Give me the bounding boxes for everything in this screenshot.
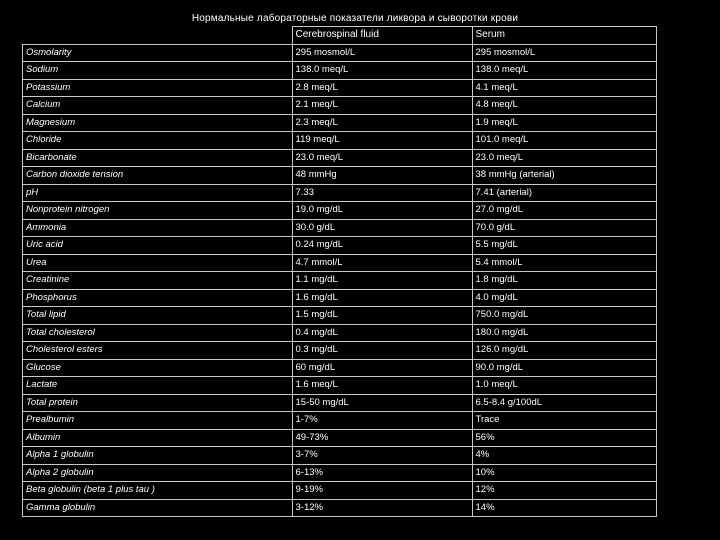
cell-csf-value: 23.0 meq/L [292, 149, 472, 167]
cell-serum-value: 4.0 mg/dL [472, 289, 656, 307]
table-row [23, 359, 657, 377]
cell-serum-value: 295 mosmol/L [472, 44, 656, 62]
cell-parameter: Phosphorus [23, 289, 293, 307]
cell-csf-value: 2.3 meq/L [292, 114, 472, 132]
cell-parameter: Magnesium [23, 114, 293, 132]
cell-serum-value: 4.8 meq/L [472, 97, 656, 115]
cell-parameter: Calcium [23, 97, 293, 115]
header-cell-serum: Serum [472, 27, 656, 45]
table-row [23, 377, 657, 395]
cell-parameter: Urea [23, 254, 293, 272]
cell-serum-value: 6.5-8.4 g/100dL [472, 394, 656, 412]
cell-serum-value: 90.0 mg/dL [472, 359, 656, 377]
lab-values-table [22, 26, 657, 517]
table-row [23, 464, 657, 482]
cell-parameter: Alpha 1 globulin [23, 447, 293, 465]
cell-csf-value: 0.24 mg/dL [292, 237, 472, 255]
cell-csf-value: 4.7 mmol/L [292, 254, 472, 272]
cell-serum-value: 7.41 (arterial) [472, 184, 656, 202]
cell-csf-value: 19.0 mg/dL [292, 202, 472, 220]
cell-serum-value: 4.1 meq/L [472, 79, 656, 97]
cell-csf-value: 0.3 mg/dL [292, 342, 472, 360]
table-header-row [23, 27, 657, 45]
cell-csf-value: 30.0 g/dL [292, 219, 472, 237]
cell-parameter: Beta globulin (beta 1 plus tau ) [23, 482, 293, 500]
cell-csf-value: 15-50 mg/dL [292, 394, 472, 412]
cell-serum-value: 27.0 mg/dL [472, 202, 656, 220]
cell-parameter: Prealbumin [23, 412, 293, 430]
cell-parameter: Total protein [23, 394, 293, 412]
cell-csf-value: 1-7% [292, 412, 472, 430]
cell-csf-value: 1.6 meq/L [292, 377, 472, 395]
header-cell-csf: Cerebrospinal fluid [292, 27, 472, 45]
cell-serum-value: 126.0 mg/dL [472, 342, 656, 360]
cell-serum-value: 750.0 mg/dL [472, 307, 656, 325]
cell-csf-value: 6-13% [292, 464, 472, 482]
cell-csf-value: 119 meq/L [292, 132, 472, 150]
table-row [23, 44, 657, 62]
cell-csf-value: 3-12% [292, 499, 472, 517]
table-row [23, 482, 657, 500]
table-row [23, 202, 657, 220]
table-row [23, 272, 657, 290]
cell-csf-value: 49-73% [292, 429, 472, 447]
table-row [23, 289, 657, 307]
table-row [23, 167, 657, 185]
cell-parameter: Ammonia [23, 219, 293, 237]
table-row [23, 412, 657, 430]
cell-parameter: Creatinine [23, 272, 293, 290]
table-row [23, 132, 657, 150]
table-row [23, 79, 657, 97]
cell-csf-value: 9-19% [292, 482, 472, 500]
cell-csf-value: 7.33 [292, 184, 472, 202]
cell-parameter: Sodium [23, 62, 293, 80]
cell-serum-value: 1.8 mg/dL [472, 272, 656, 290]
cell-serum-value: 38 mmHg (arterial) [472, 167, 656, 185]
table-row [23, 62, 657, 80]
cell-serum-value: 14% [472, 499, 656, 517]
table-row [23, 394, 657, 412]
cell-csf-value: 2.1 meq/L [292, 97, 472, 115]
cell-serum-value: 180.0 mg/dL [472, 324, 656, 342]
table-row [23, 219, 657, 237]
cell-parameter: Alpha 2 globulin [23, 464, 293, 482]
table-row [23, 429, 657, 447]
cell-parameter: Lactate [23, 377, 293, 395]
cell-csf-value: 138.0 meq/L [292, 62, 472, 80]
cell-serum-value: 56% [472, 429, 656, 447]
cell-csf-value: 0.4 mg/dL [292, 324, 472, 342]
cell-serum-value: 1.0 meq/L [472, 377, 656, 395]
table-row [23, 342, 657, 360]
table-body [23, 27, 657, 517]
cell-parameter: Uric acid [23, 237, 293, 255]
cell-serum-value: 138.0 meq/L [472, 62, 656, 80]
table-row [23, 149, 657, 167]
cell-serum-value: 5.4 mmol/L [472, 254, 656, 272]
cell-parameter: Potassium [23, 79, 293, 97]
cell-parameter: Bicarbonate [23, 149, 293, 167]
cell-csf-value: 295 mosmol/L [292, 44, 472, 62]
page-title: Нормальные лабораторные показатели ликвора и сыворотки крови [191, 13, 519, 24]
cell-serum-value: 12% [472, 482, 656, 500]
table-row [23, 254, 657, 272]
cell-serum-value: 23.0 meq/L [472, 149, 656, 167]
table-row [23, 499, 657, 517]
table-row [23, 307, 657, 325]
cell-parameter: Gamma globulin [23, 499, 293, 517]
cell-csf-value: 1.5 mg/dL [292, 307, 472, 325]
table-row [23, 324, 657, 342]
cell-csf-value: 2.8 meq/L [292, 79, 472, 97]
cell-parameter: Total lipid [23, 307, 293, 325]
table-row [23, 447, 657, 465]
cell-csf-value: 1.6 mg/dL [292, 289, 472, 307]
cell-serum-value: 4% [472, 447, 656, 465]
cell-serum-value: 70.0 g/dL [472, 219, 656, 237]
cell-parameter: Albumin [23, 429, 293, 447]
cell-parameter: Nonprotein nitrogen [23, 202, 293, 220]
cell-parameter: Chloride [23, 132, 293, 150]
cell-csf-value: 3-7% [292, 447, 472, 465]
cell-serum-value: 1.9 meq/L [472, 114, 656, 132]
cell-parameter: Total cholesterol [23, 324, 293, 342]
table-row [23, 237, 657, 255]
cell-parameter: Glucose [23, 359, 293, 377]
cell-serum-value: Trace [472, 412, 656, 430]
table-row [23, 184, 657, 202]
cell-csf-value: 48 mmHg [292, 167, 472, 185]
cell-csf-value: 1.1 mg/dL [292, 272, 472, 290]
cell-parameter: Carbon dioxide tension [23, 167, 293, 185]
cell-parameter: Cholesterol esters [23, 342, 293, 360]
cell-parameter: Osmolarity [23, 44, 293, 62]
cell-serum-value: 5.5 mg/dL [472, 237, 656, 255]
header-cell-parameter [23, 27, 293, 45]
cell-parameter: pH [23, 184, 293, 202]
cell-serum-value: 10% [472, 464, 656, 482]
cell-serum-value: 101.0 meq/L [472, 132, 656, 150]
cell-csf-value: 60 mg/dL [292, 359, 472, 377]
table-row [23, 97, 657, 115]
table-row [23, 114, 657, 132]
